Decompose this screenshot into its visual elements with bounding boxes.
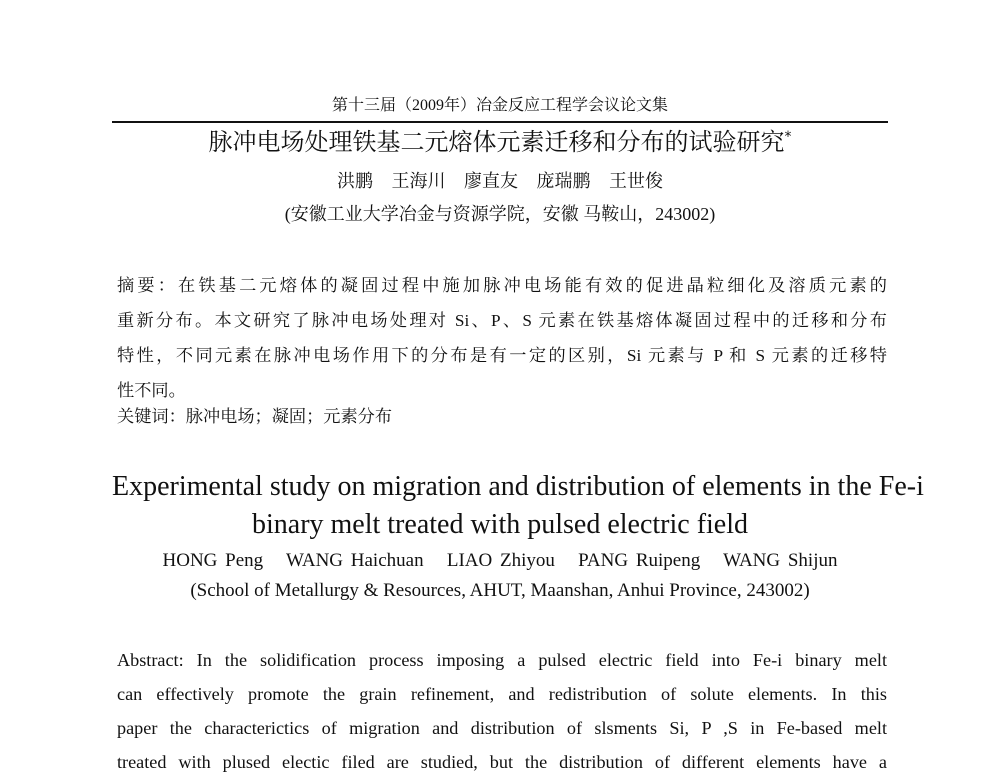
english-abstract [117,643,887,779]
english-affiliation: (School of Metallurgy & Resources, AHUT, Maanshan, Anhui Province, 243002) [190,580,810,601]
english-authors: HONG Peng WANG Haichuan LIAO Zhiyou PANG Ruipeng WANG Shijun [162,550,838,571]
chinese-affiliation: (安徽工业大学冶金与资源学院，安徽 马鞍山，243002) [284,204,716,224]
chinese-abstract-line: 性不同。 [117,381,186,400]
english-abstract-line: Abstract: In the solidification process imposing a pulsed electric field into Fe-i binary melt [117,650,887,670]
running-head: 第十三届（2009年）冶金反应工程学会议论文集 [331,97,668,114]
english-title-line: binary melt treated with pulsed electric field [251,509,749,540]
english-abstract-line: can effectively promote the grain refinement, and redistribution of solute elements. In this [117,684,887,704]
chinese-abstract-line: 特性，不同元素在脉冲电场作用下的分布是有一定的区别，Si 元素与 P 和 S 元素的迁移特 [117,346,887,365]
chinese-authors: 洪鹏 王海川 廖直友 庞瑞鹏 王世俊 [337,171,663,191]
header-rule [112,121,888,123]
chinese-keywords: 关键词：脉冲电场；凝固；元素分布 [117,407,393,426]
english-abstract-line: paper the characterictics of migration and distribution of slsments Si, P ,S in Fe-based melt [117,718,887,738]
chinese-abstract [117,268,887,408]
title-footnote-mark: * [784,129,792,145]
english-title-line: Experimental study on migration and distribution of elements in the Fe-i [112,471,924,502]
chinese-title [112,126,888,158]
chinese-title-text: 脉冲电场处理铁基二元熔体元素迁移和分布的试验研究 [208,128,785,156]
chinese-abstract-line: 摘要：在铁基二元熔体的凝固过程中施加脉冲电场能有效的促进晶粒细化及溶质元素的 [117,276,887,295]
chinese-abstract-line: 重新分布。本文研究了脉冲电场处理对 Si、P、S 元素在铁基熔体凝固过程中的迁移和分布 [117,311,887,330]
english-title [112,468,924,544]
english-abstract-line: treated with plused electic filed are studied, but the distribution of different elements have a [117,752,887,772]
